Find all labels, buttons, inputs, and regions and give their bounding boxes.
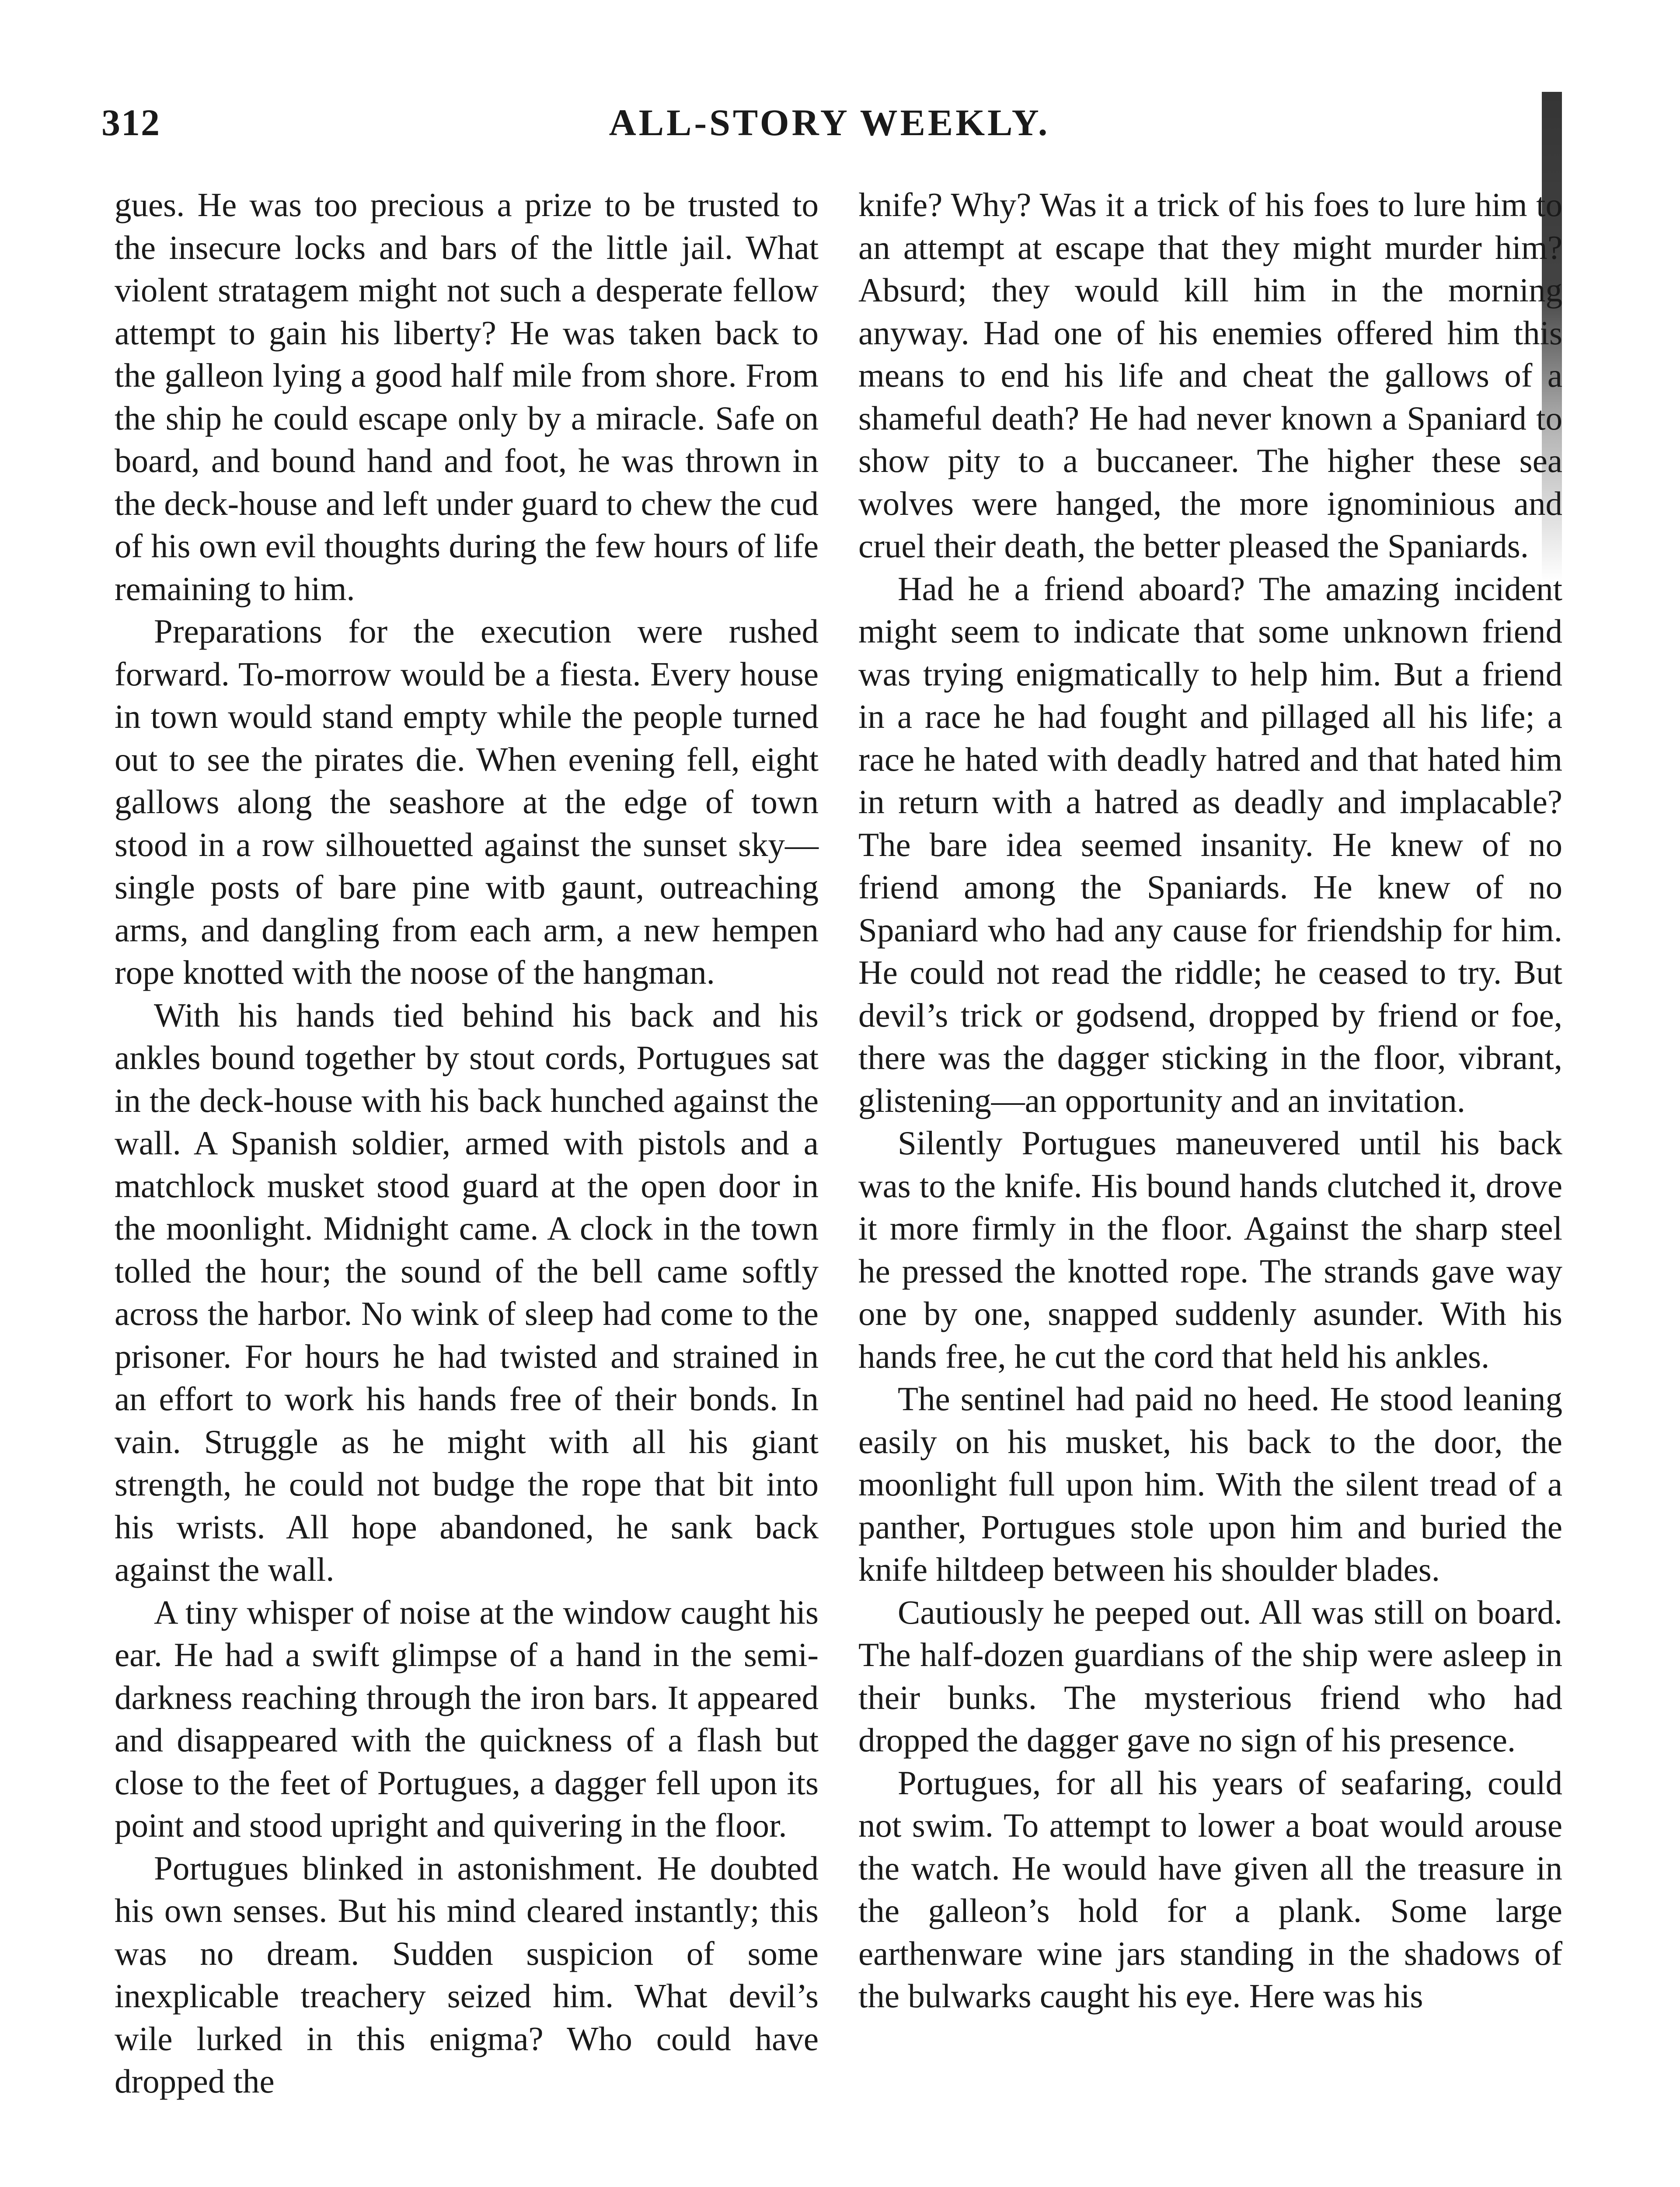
running-title: ALL-STORY WEEKLY.: [609, 101, 1050, 143]
paragraph: gues. He was too precious a prize to be trusted to the insecure locks and bars of the little jail. What violent stratagem might not such a desperate fellow attempt to gain his liberty? He was taken back to the galleon lying a good half mile from shore. From the ship he could escape only by a miracle. Safe on board, and bound hand and foot, he was thrown in the deck-house and left under guard to chew the cud of his own evil thoughts during the few hours of life remaining to him.: [115, 186, 819, 608]
paragraph: Cautiously he peeped out. All was still on board. The half-dozen guardians of the ship were asleep in their bunks. The mysterious friend who had dropped the dagger gave no sign of his presence.: [858, 1593, 1562, 1759]
paragraph: A tiny whisper of noise at the window caught his ear. He had a swift glimpse of a hand in the semi-darkness reaching through the iron bars. It appeared and disappeared with the quickness of a flash but close to the feet of Portugues, a dagger fell upon its point and stood upright and quivering in the floor.: [115, 1593, 819, 1844]
paragraph: Had he a friend aboard? The amazing incident might seem to indicate that some unknown friend was trying enigmatically to help him. But a friend in a race he had fought and pillaged all his life; a race he hated with deadly hatred and that hated him in return with a hatred as deadly and implacable? The bare idea seemed insanity. He knew of no friend among the Spaniards. He knew of no Spaniard who had any cause for friendship for him. He could not read the riddle; he ceased to try. But devil’s trick or godsend, dropped by friend or foe, there was the dagger sticking in the floor, vibrant, glistening—an opportunity and an invitation.: [858, 569, 1562, 1119]
paragraph: Silently Portugues maneuvered until his back was to the knife. His bound hands clutched it, drove it more firmly in the floor. Against the sharp steel he pressed the knotted rope. The strands gave way one by one, snapped suddenly asunder. With his hands free, he cut the cord that held his ankles.: [858, 1124, 1562, 1375]
paragraph: The sentinel had paid no heed. He stood leaning easily on his musket, his back to the door, the moonlight full upon him. With the silent tread of a panther, Portugues stole upon him and buried the knife hiltdeep between his shoulder blades.: [858, 1380, 1562, 1588]
paragraph: knife? Why? Was it a trick of his foes to lure him to an attempt at escape that they might murder him? Absurd; they would kill him in the morning anyway. Had one of his enemies offered him this means to end his life and cheat the gallows of a shameful death? He had never known a Spaniard to show pity to a buccaneer. The higher these sea wolves were hanged, the more ignominious and cruel their death, the better pleased the Spaniards.: [858, 186, 1562, 565]
paragraph: Portugues, for all his years of seafaring, could not swim. To attempt to lower a boat would arouse the watch. He would have given all the treasure in the galleon’s hold for a plank. Some large earthenware wine jars standing in the shadows of the bulwarks caught his eye. Here was his: [858, 1764, 1562, 2015]
paragraph: With his hands tied behind his back and his ankles bound together by stout cords, Portugues sat in the deck-house with his back hunched against the wall. A Spanish soldier, armed with pistols and a matchlock musket stood guard at the open door in the moonlight. Midnight came. A clock in the town tolled the hour; the sound of the bell came softly across the harbor. No wink of sleep had come to the prisoner. For hours he had twisted and strained in an effort to work his hands free of their bonds. In vain. Struggle as he might with all his giant strength, he could not budge the rope that bit into his wrists. All hope abandoned, he sank back against the wall.: [115, 996, 819, 1588]
page-header: [101, 92, 1558, 157]
page-number: 312: [101, 101, 160, 143]
paragraph: Preparations for the execution were rushed forward. To-morrow would be a fiesta. Every house in town would stand empty while the people turned out to see the pirates die. When evening fell, eight gallows along the seashore at the edge of town stood in a row silhouetted against the sunset sky—single posts of bare pine witb gaunt, outreaching arms, and dangling from each arm, a new hempen rope knotted with the noose of the hangman.: [115, 612, 819, 991]
paragraph: Portugues blinked in astonishment. He doubted his own senses. But his mind cleared instantly; this was no dream. Sudden suspicion of some inexplicable treachery seized him. What devil’s wile lurked in this enigma? Who could have dropped the: [115, 1849, 819, 2100]
left-column: [115, 184, 819, 2103]
right-column: [858, 184, 1562, 2018]
